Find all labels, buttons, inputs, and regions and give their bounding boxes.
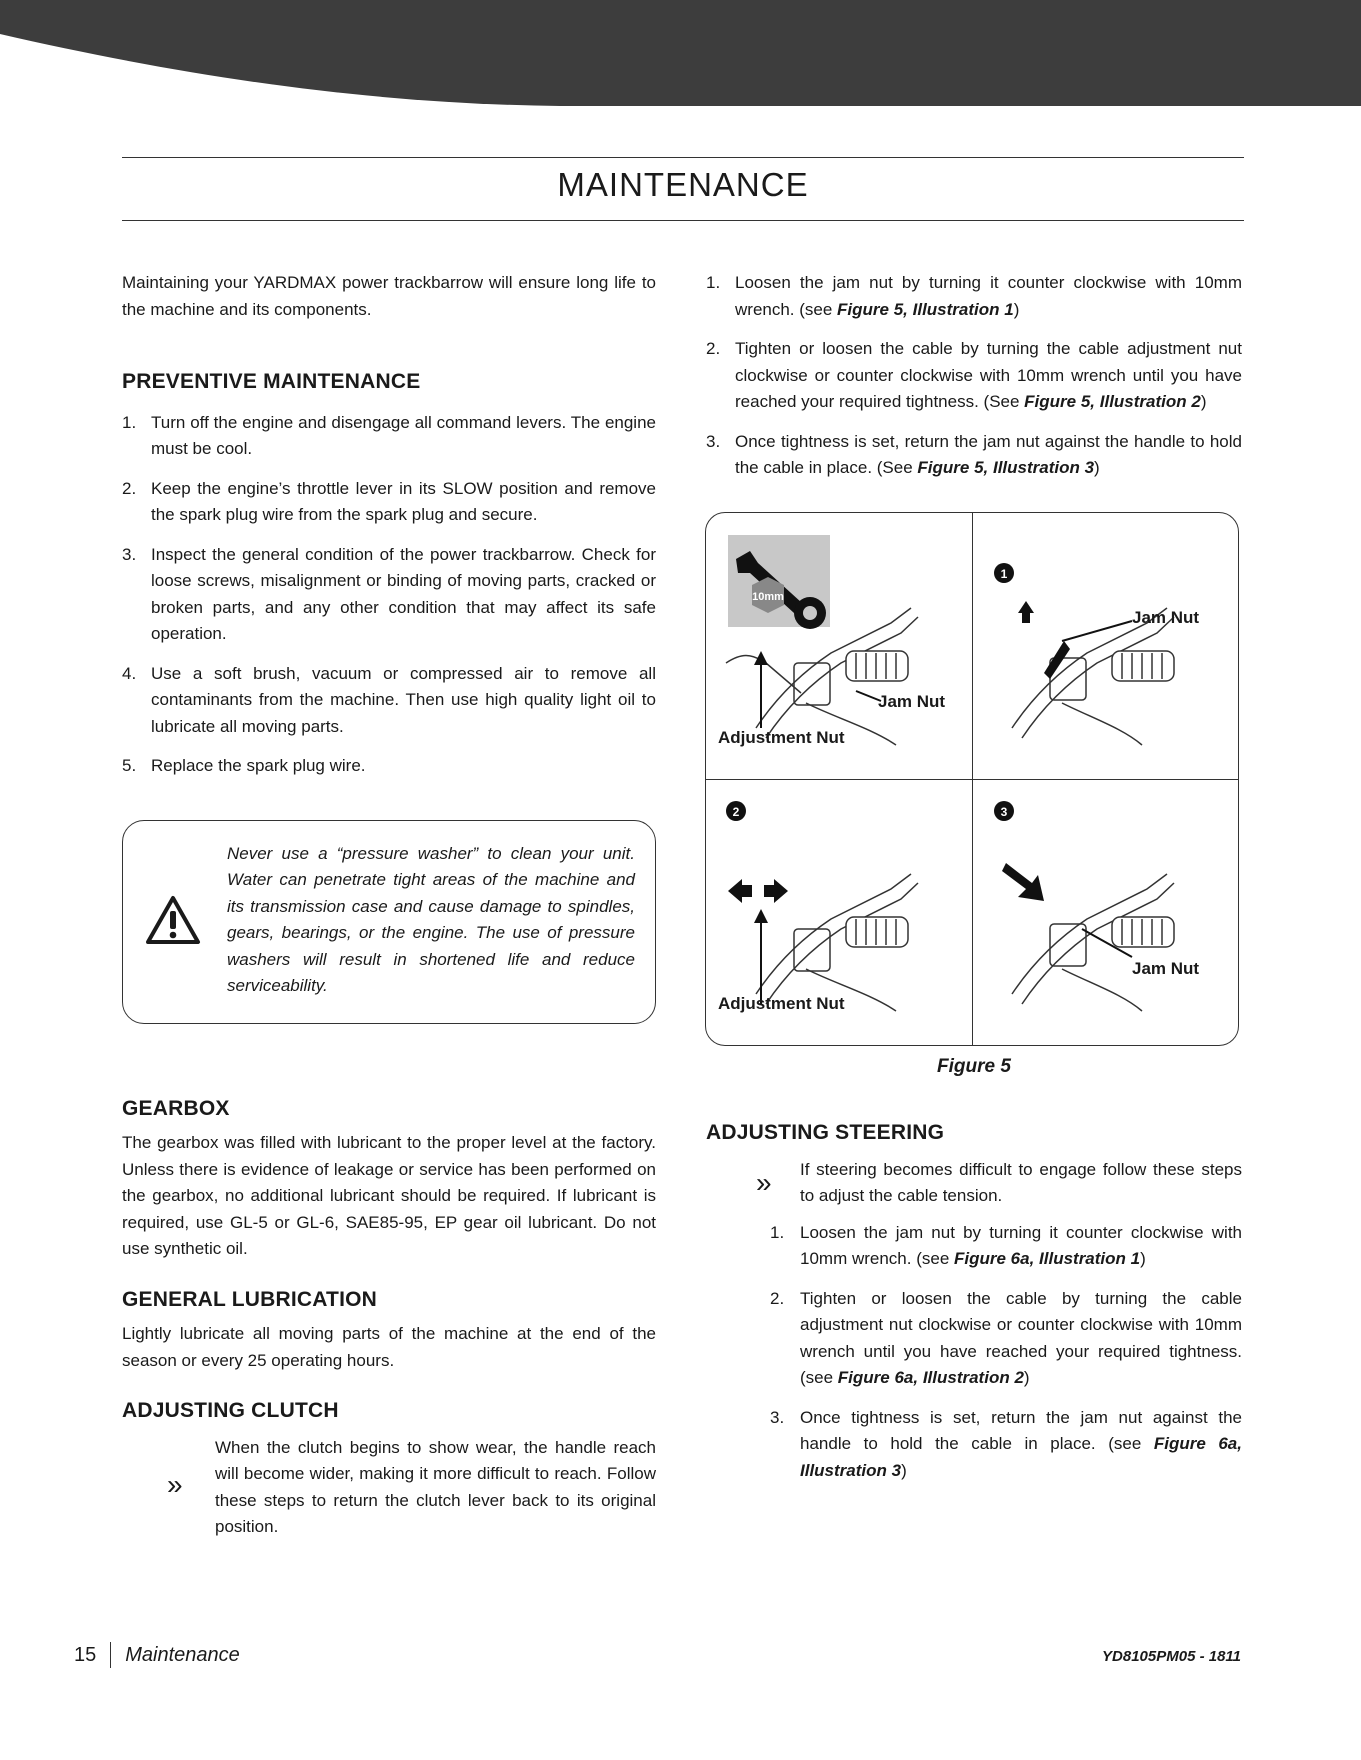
chevron-right-icon: » [167,1468,183,1500]
list-item: 2. Tighten or loosen the cable by turning the cable adjustment nut clockwise or counter clockwise with 10mm wrench until you have reached your required tightness. (see Figure 6a, Illustration 2) [770,1288,1242,1387]
arrow-icon [1018,601,1034,623]
figure-reference: Figure 5, Illustration 2 [1024,392,1201,411]
clutch-note-text: When the clutch begins to show wear, the handle reach will become wider, making it more difficult to reach. Follow these steps to return the clutch lever back to its original position. [215,1437,656,1536]
left-column [122,270,656,1541]
page-title: MAINTENANCE [557,166,809,203]
steering-note [706,1157,1242,1210]
jam-nut-label: Jam Nut [1132,607,1200,627]
list-item: 1. Turn off the engine and disengage all command levers. The engine must be cool. [122,412,656,458]
list-item: 5. Replace the spark plug wire. [122,756,366,775]
title-rule-top [122,157,1244,158]
arrow-icon [1002,863,1044,901]
figure-reference: Figure 5, Illustration 3 [917,458,1095,477]
illustration-wrench [706,513,972,779]
wrench-size-label: 10mm [752,590,784,603]
illustration-step-1 [972,513,1238,779]
illustration-step-2 [706,779,972,1045]
figure-5 [705,512,1239,1046]
list-item: 2. Tighten or loosen the cable by turning the cable adjustment nut clockwise or counter clockwise with 10mm wrench until you have reached your required tightness. (See Figure 5, Illustration 2) [706,339,1242,411]
list-item: 3. Once tightness is set, return the jam nut against the handle to hold the cable in place. (See Figure 5, Illustration 3) [706,431,1242,477]
clutch-steps [706,270,1242,482]
document-code: YD8105PM05 - 1811 [1102,1648,1241,1665]
list-item: 3. Once tightness is set, return the jam nut against the handle to hold the cable in place. (see Figure 6a, Illustration 3) [770,1407,1242,1480]
jam-nut-label: Jam Nut [1132,958,1200,978]
arrow-icon [1044,641,1070,679]
svg-text:1: 1 [1000,566,1008,581]
preventive-heading: PREVENTIVE MAINTENANCE [122,370,421,393]
figure-reference: Figure 6a, Illustration 2 [837,1368,1024,1387]
arrow-left-icon [728,879,752,903]
figure-caption: Figure 5 [937,1055,1011,1077]
warning-box [122,820,656,1024]
svg-text:3: 3 [1000,804,1008,819]
list-item: 2. Keep the engine’s throttle lever in its SLOW position and remove the spark plug wire from the spark plug and secure. [122,478,656,524]
svg-text:2: 2 [732,804,740,819]
title-rule-bottom [122,220,1244,221]
handlebar-lever-icon [726,608,918,745]
arrow-right-icon [764,879,788,903]
footer-section-name: Maintenance [125,1643,240,1666]
gearbox-paragraph: The gearbox was filled with lubricant to the proper level at the factory. Unless there is evidence of leakage or service has been performed on the gearbox, no additional lubricant should be required. If lubricant is required, use GL-5 or GL-6, SAE85-95, EP gear oil lubricant. Do not use synthetic oil. [122,1133,656,1258]
steering-heading: ADJUSTING STEERING [706,1121,945,1144]
adjustment-nut-label: Adjustment Nut [718,727,845,747]
page-number: 15 [74,1643,97,1666]
list-item: 1. Loosen the jam nut by turning it counter clockwise with 10mm wrench. (see Figure 6a, Illustration 1) [770,1222,1242,1268]
chevron-right-icon: » [756,1166,772,1198]
list-item: 1. Loosen the jam nut by turning it counter clockwise with 10mm wrench. (see Figure 5, Illustration 1) [706,273,1242,319]
clutch-heading: ADJUSTING CLUTCH [122,1399,339,1422]
right-column [706,270,1242,1484]
figure-reference: Figure 6a, Illustration 3 [800,1434,1242,1480]
steering-steps [706,1220,1242,1485]
figure-reference: Figure 6a, Illustration 1 [954,1249,1141,1268]
adjustment-nut-label: Adjustment Nut [718,993,845,1013]
clutch-note [122,1435,656,1541]
warning-triangle-icon [145,895,201,945]
jam-nut-label: Jam Nut [878,691,946,711]
intro-paragraph: Maintaining your YARDMAX power trackbarrow will ensure long life to the machine and its components. [122,273,656,319]
preventive-list [122,410,656,780]
footer-divider [110,1642,111,1668]
gearbox-heading: GEARBOX [122,1096,230,1120]
figure-reference: Figure 5, Illustration 1 [837,299,1014,319]
footer-left [74,1642,240,1668]
figure-divider-horizontal [706,779,1238,780]
header-band [0,0,1361,108]
handlebar-lever-icon [1012,608,1174,745]
lubrication-heading: GENERAL LUBRICATION [122,1287,378,1311]
steering-note-text: If steering becomes difficult to engage follow these steps to adjust the cable tension. [800,1159,1242,1205]
illustration-step-3 [972,779,1238,1045]
list-item: 4. Use a soft brush, vacuum or compressed air to remove all contaminants from the machine. Then use high quality light oil to lubricate all moving parts. [122,663,656,736]
warning-text: Never use a “pressure washer” to clean your unit. Water can penetrate tight areas of the machine and its transmission case and cause damage to spindles, gears, bearings, or the engine. The use of pressure washers will result in shortened life and reduce serviceability. [227,843,635,995]
list-item: 3. Inspect the general condition of the power trackbarrow. Check for loose screws, misalignment or binding of moving parts, cracked or broken parts, and any other condition that may affect its safe operation. [122,544,656,643]
lubrication-paragraph: Lightly lubricate all moving parts of the machine at the end of the season or every 25 operating hours. [122,1324,656,1370]
